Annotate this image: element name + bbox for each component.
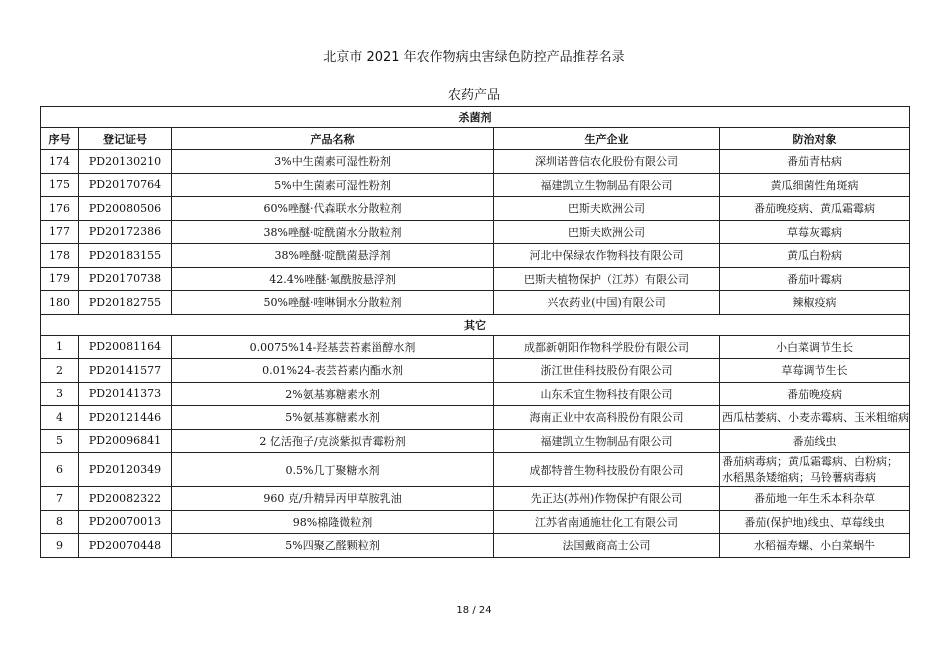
cell-no: 5	[41, 429, 79, 453]
cell-no: 8	[41, 510, 79, 534]
cell-product: 50%唑醚·喹啉铜水分散粒剂	[172, 291, 494, 315]
cell-reg-no: PD20082322	[79, 487, 172, 511]
page-total: 24	[478, 605, 492, 616]
table-row	[41, 382, 910, 406]
cell-no: 6	[41, 453, 79, 487]
cell-no: 3	[41, 382, 79, 406]
table-row	[41, 487, 910, 511]
page-number	[0, 605, 948, 616]
cell-product: 5%中生菌素可湿性粉剂	[172, 173, 494, 197]
table-row	[41, 173, 910, 197]
table-row	[41, 510, 910, 534]
cell-target: 草莓调节生长	[720, 359, 910, 383]
cell-company: 河北中保绿农作物科技有限公司	[494, 244, 720, 268]
cell-target: 番茄晚疫病、黄瓜霜霉病	[720, 197, 910, 221]
cell-product: 3%中生菌素可湿性粉剂	[172, 150, 494, 174]
cell-company: 法国戴商高士公司	[494, 534, 720, 558]
cell-company: 成都新朝阳作物科学股份有限公司	[494, 335, 720, 359]
cell-company: 兴农药业(中国)有限公司	[494, 291, 720, 315]
cell-product: 960 克/升精异丙甲草胺乳油	[172, 487, 494, 511]
cell-reg-no: PD20081164	[79, 335, 172, 359]
cell-company: 海南正业中农高科股份有限公司	[494, 406, 720, 430]
cell-product: 38%唑醚·啶酰菌悬浮剂	[172, 244, 494, 268]
cell-product: 2%氨基寡糖素水剂	[172, 382, 494, 406]
cell-reg-no: PD20170738	[79, 267, 172, 291]
cell-target: 黄瓜白粉病	[720, 244, 910, 268]
cell-reg-no: PD20096841	[79, 429, 172, 453]
table-row	[41, 291, 910, 315]
cell-reg-no: PD20141373	[79, 382, 172, 406]
cell-reg-no: PD20130210	[79, 150, 172, 174]
cell-target: 小白菜调节生长	[720, 335, 910, 359]
cell-target: 辣椒疫病	[720, 291, 910, 315]
cell-no: 4	[41, 406, 79, 430]
table-row	[41, 220, 910, 244]
cell-company: 先正达(苏州)作物保护有限公司	[494, 487, 720, 511]
page-separator: /	[472, 605, 476, 616]
table-row	[41, 197, 910, 221]
section-header	[41, 107, 910, 128]
cell-reg-no: PD20172386	[79, 220, 172, 244]
cell-product: 38%唑醚·啶酰菌水分散粒剂	[172, 220, 494, 244]
table-row	[41, 406, 910, 430]
cell-target: 西瓜枯萎病、小麦赤霉病、玉米粗缩病	[720, 406, 910, 430]
cell-company: 深圳诺普信农化股份有限公司	[494, 150, 720, 174]
cell-target: 番茄病毒病；黄瓜霜霉病、白粉病；水稻黑条矮缩病；马铃薯病毒病	[720, 453, 910, 487]
table-row	[41, 244, 910, 268]
table-header-row	[41, 128, 910, 150]
document-subtitle: 农药产品	[447, 88, 500, 103]
table-row	[41, 150, 910, 174]
cell-reg-no: PD20070448	[79, 534, 172, 558]
cell-reg-no: PD20120349	[79, 453, 172, 487]
cell-company: 江苏省南通施壮化工有限公司	[494, 510, 720, 534]
table-row	[41, 335, 910, 359]
cell-no: 177	[41, 220, 79, 244]
cell-no: 7	[41, 487, 79, 511]
cell-product: 0.01%24-表芸苔素内酯水剂	[172, 359, 494, 383]
column-header-reg-no: 登记证号	[79, 128, 172, 150]
cell-target: 黄瓜细菌性角斑病	[720, 173, 910, 197]
cell-reg-no: PD20080506	[79, 197, 172, 221]
cell-product: 0.5%几丁聚糖水剂	[172, 453, 494, 487]
cell-product: 0.0075%14-羟基芸苔素甾醇水剂	[172, 335, 494, 359]
table-row	[41, 359, 910, 383]
section-title: 杀菌剂	[41, 107, 910, 128]
table-row	[41, 267, 910, 291]
cell-company: 巴斯夫欧洲公司	[494, 197, 720, 221]
cell-reg-no: PD20170764	[79, 173, 172, 197]
cell-no: 176	[41, 197, 79, 221]
cell-no: 2	[41, 359, 79, 383]
cell-company: 福建凯立生物制品有限公司	[494, 429, 720, 453]
cell-reg-no: PD20070013	[79, 510, 172, 534]
cell-no: 178	[41, 244, 79, 268]
cell-target: 草莓灰霉病	[720, 220, 910, 244]
cell-reg-no: PD20182755	[79, 291, 172, 315]
cell-company: 福建凯立生物制品有限公司	[494, 173, 720, 197]
cell-reg-no: PD20183155	[79, 244, 172, 268]
table-row	[41, 534, 910, 558]
cell-company: 巴斯夫植物保护（江苏）有限公司	[494, 267, 720, 291]
cell-company: 浙江世佳科技股份有限公司	[494, 359, 720, 383]
cell-reg-no: PD20141577	[79, 359, 172, 383]
document-title: 北京市 2021 年农作物病虫害绿色防控产品推荐名录	[323, 50, 625, 65]
cell-company: 巴斯夫欧洲公司	[494, 220, 720, 244]
column-header-target: 防治对象	[720, 128, 910, 150]
column-header-company: 生产企业	[494, 128, 720, 150]
cell-target: 番茄叶霉病	[720, 267, 910, 291]
section-header	[41, 314, 910, 335]
table-row	[41, 453, 910, 487]
cell-product: 5%氨基寡糖素水剂	[172, 406, 494, 430]
cell-reg-no: PD20121446	[79, 406, 172, 430]
cell-product: 60%唑醚·代森联水分散粒剂	[172, 197, 494, 221]
section-fungicide-rows	[41, 150, 910, 315]
cell-product: 5%四聚乙醛颗粒剂	[172, 534, 494, 558]
cell-target: 番茄(保护地)线虫、草莓线虫	[720, 510, 910, 534]
cell-target: 番茄地一年生禾本科杂草	[720, 487, 910, 511]
cell-no: 175	[41, 173, 79, 197]
section-title: 其它	[41, 314, 910, 335]
table-row	[41, 429, 910, 453]
cell-no: 9	[41, 534, 79, 558]
section-other-rows	[41, 335, 910, 557]
cell-target: 番茄线虫	[720, 429, 910, 453]
cell-no: 1	[41, 335, 79, 359]
page-current: 18	[456, 605, 470, 616]
cell-product: 2 亿活孢子/克淡紫拟青霉粉剂	[172, 429, 494, 453]
column-header-product: 产品名称	[172, 128, 494, 150]
pesticide-table	[40, 106, 910, 558]
cell-product: 42.4%唑醚·氟酰胺悬浮剂	[172, 267, 494, 291]
cell-no: 179	[41, 267, 79, 291]
cell-target: 番茄青枯病	[720, 150, 910, 174]
column-header-no: 序号	[41, 128, 79, 150]
cell-no: 174	[41, 150, 79, 174]
cell-target: 水稻福寿螺、小白菜蜗牛	[720, 534, 910, 558]
cell-no: 180	[41, 291, 79, 315]
cell-product: 98%棉隆微粒剂	[172, 510, 494, 534]
cell-company: 山东禾宜生物科技有限公司	[494, 382, 720, 406]
cell-target: 番茄晚疫病	[720, 382, 910, 406]
cell-company: 成都特普生物科技股份有限公司	[494, 453, 720, 487]
